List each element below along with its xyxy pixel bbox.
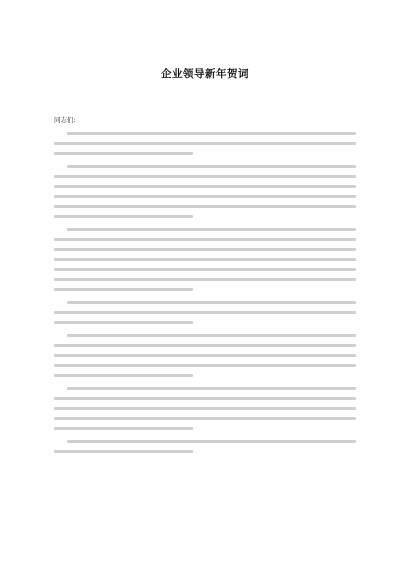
- text-line: [67, 165, 356, 168]
- text-line: [54, 450, 193, 453]
- paragraph-7: [54, 440, 356, 453]
- text-line: [54, 417, 356, 420]
- paragraph-5: [54, 334, 356, 377]
- text-line: [67, 228, 356, 231]
- text-line: [54, 152, 193, 155]
- text-line: [54, 238, 356, 241]
- text-line: [54, 205, 356, 208]
- paragraph-4: [54, 301, 356, 324]
- text-line: [67, 132, 356, 135]
- text-line: [54, 268, 356, 271]
- text-line: [54, 321, 193, 324]
- text-line: [54, 258, 356, 261]
- text-line: [67, 334, 356, 337]
- text-line: [54, 344, 356, 347]
- text-line: [54, 142, 356, 145]
- text-line: [54, 354, 356, 357]
- paragraph-2: [54, 165, 356, 218]
- salutation: 同志们:: [54, 116, 76, 124]
- text-line: [54, 215, 193, 218]
- document-title: 企业领导新年贺词: [161, 68, 249, 80]
- text-line: [54, 427, 193, 430]
- text-line: [54, 311, 356, 314]
- text-line: [54, 278, 356, 281]
- text-line: [54, 175, 356, 178]
- text-line: [54, 364, 356, 367]
- text-line: [54, 248, 356, 251]
- paragraph-6: [54, 387, 356, 430]
- text-line: [67, 387, 356, 390]
- text-line: [54, 185, 356, 188]
- paragraph-3: [54, 228, 356, 291]
- paragraph-1: [54, 132, 356, 155]
- text-line: [67, 301, 356, 304]
- text-line: [54, 407, 356, 410]
- text-line: [54, 374, 193, 377]
- text-line: [54, 288, 193, 291]
- text-line: [54, 195, 356, 198]
- text-line: [67, 440, 356, 443]
- text-line: [54, 397, 356, 400]
